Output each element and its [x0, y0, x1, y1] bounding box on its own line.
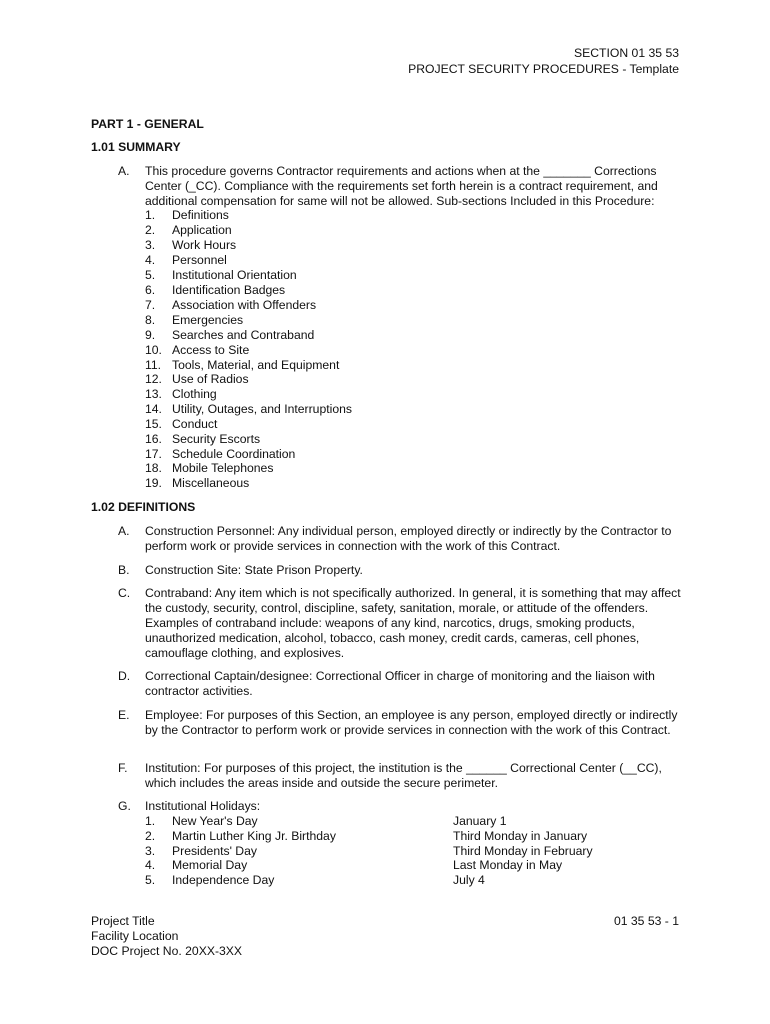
list-number: 2.: [145, 223, 156, 237]
list-label: Identification Badges: [172, 283, 286, 297]
list-label: Utility, Outages, and Interruptions: [172, 402, 352, 416]
list-label: Clothing: [172, 387, 217, 401]
list-label: Access to Site: [172, 343, 250, 357]
holiday-name: Martin Luther King Jr. Birthday: [172, 829, 336, 843]
holiday-date: Third Monday in January: [453, 829, 588, 843]
list-number: 5.: [145, 873, 156, 887]
list-number: 6.: [145, 283, 156, 297]
list-number: 1.: [145, 814, 156, 828]
definition-letter: C.: [118, 586, 131, 600]
list-number: 4.: [145, 253, 156, 267]
page-number: 01 35 53 - 1: [613, 914, 679, 928]
holiday-date: July 4: [453, 873, 485, 887]
definition-paragraph: Institution: For purposes of this project, the institution is the ______ Correctional Center (__CC), which includes the areas inside and outside the secure perimeter.: [145, 761, 662, 790]
list-label: Security Escorts: [172, 432, 261, 446]
list-number: 2.: [145, 829, 156, 843]
list-label: Miscellaneous: [172, 476, 250, 490]
list-label: Work Hours: [172, 238, 237, 252]
list-label: Tools, Material, and Equipment: [172, 358, 340, 372]
footer-doc-project: DOC Project No. 20XX-3XX: [91, 944, 243, 958]
holiday-name: Memorial Day: [172, 858, 248, 872]
definitions-heading: 1.02 DEFINITIONS: [91, 500, 196, 514]
summary-heading: 1.01 SUMMARY: [91, 140, 181, 154]
definition-letter: E.: [118, 708, 130, 722]
definition-paragraph: Construction Personnel: Any individual person, employed directly or indirectly by the Contractor to perform work or provide services in connection with the work of this Contract.: [145, 524, 672, 553]
list-number: 13.: [145, 387, 162, 401]
definition-paragraph: Correctional Captain/designee: Correctional Officer in charge of monitoring and the liaison with contractor activities.: [145, 669, 655, 698]
section-number: SECTION 01 35 53: [574, 46, 679, 60]
list-label: Institutional Orientation: [172, 268, 297, 282]
definition-letter: A.: [118, 524, 130, 538]
list-number: 18.: [145, 461, 162, 475]
list-number: 15.: [145, 417, 162, 431]
list-number: 4.: [145, 858, 156, 872]
holiday-name: Presidents' Day: [172, 844, 257, 858]
holiday-name: New Year's Day: [172, 814, 258, 828]
list-label: Emergencies: [172, 313, 244, 327]
list-number: 10.: [145, 343, 162, 357]
summary-letter: A.: [118, 164, 130, 178]
list-number: 12.: [145, 372, 162, 386]
list-number: 9.: [145, 328, 156, 342]
holiday-date: January 1: [453, 814, 507, 828]
list-number: 1.: [145, 208, 156, 222]
document-title: PROJECT SECURITY PROCEDURES - Template: [408, 62, 679, 76]
list-label: Schedule Coordination: [172, 447, 296, 461]
part-heading: PART 1 - GENERAL: [91, 117, 204, 131]
list-label: Application: [172, 223, 232, 237]
list-number: 16.: [145, 432, 162, 446]
holiday-name: Independence Day: [172, 873, 275, 887]
list-number: 11.: [145, 358, 162, 372]
list-number: 3.: [145, 844, 156, 858]
holiday-date: Third Monday in February: [453, 844, 593, 858]
list-number: 17.: [145, 447, 162, 461]
list-label: Searches and Contraband: [172, 328, 315, 342]
list-number: 19.: [145, 476, 162, 490]
definition-letter: D.: [118, 669, 131, 683]
definition-letter: G.: [118, 799, 131, 813]
definition-paragraph: Construction Site: State Prison Property.: [145, 563, 363, 577]
footer-project-title: Project Title: [91, 914, 155, 928]
definition-letter: F.: [118, 761, 128, 775]
list-number: 14.: [145, 402, 162, 416]
list-number: 8.: [145, 313, 156, 327]
list-label: Use of Radios: [172, 372, 249, 386]
list-label: Mobile Telephones: [172, 461, 274, 475]
footer-facility-location: Facility Location: [91, 929, 179, 943]
list-label: Association with Offenders: [172, 298, 317, 312]
list-label: Conduct: [172, 417, 218, 431]
definition-paragraph: Institutional Holidays:: [145, 799, 261, 813]
holiday-date: Last Monday in May: [453, 858, 563, 872]
list-number: 5.: [145, 268, 156, 282]
list-label: Personnel: [172, 253, 227, 267]
summary-paragraph: This procedure governs Contractor requirements and actions when at the _______ Corrections Center (_CC). Compliance with the requirements set forth herein is a contract requirement, and additional compensation for same will not be allowed. Sub-sections Included in this Procedure:: [145, 164, 658, 208]
definition-paragraph: Contraband: Any item which is not specifically authorized. In general, it is something that may affect the custody, security, control, discipline, safety, sanitation, morale, or attitude of the offenders. Examples of contraband include: weapons of any kind, narcotics, drugs, smoking products, unauthorized medication, alcohol, tobacco, cash money, credit cards, cameras, cell phones, camouflage clothing, and explosives.: [145, 586, 681, 660]
list-number: 3.: [145, 238, 156, 252]
list-label: Definitions: [172, 208, 229, 222]
list-number: 7.: [145, 298, 156, 312]
definition-paragraph: Employee: For purposes of this Section, an employee is any person, employed directly or indirectly by the Contractor to perform work or provide services in connection with the work of this Contract.: [145, 708, 678, 737]
definition-letter: B.: [118, 563, 130, 577]
